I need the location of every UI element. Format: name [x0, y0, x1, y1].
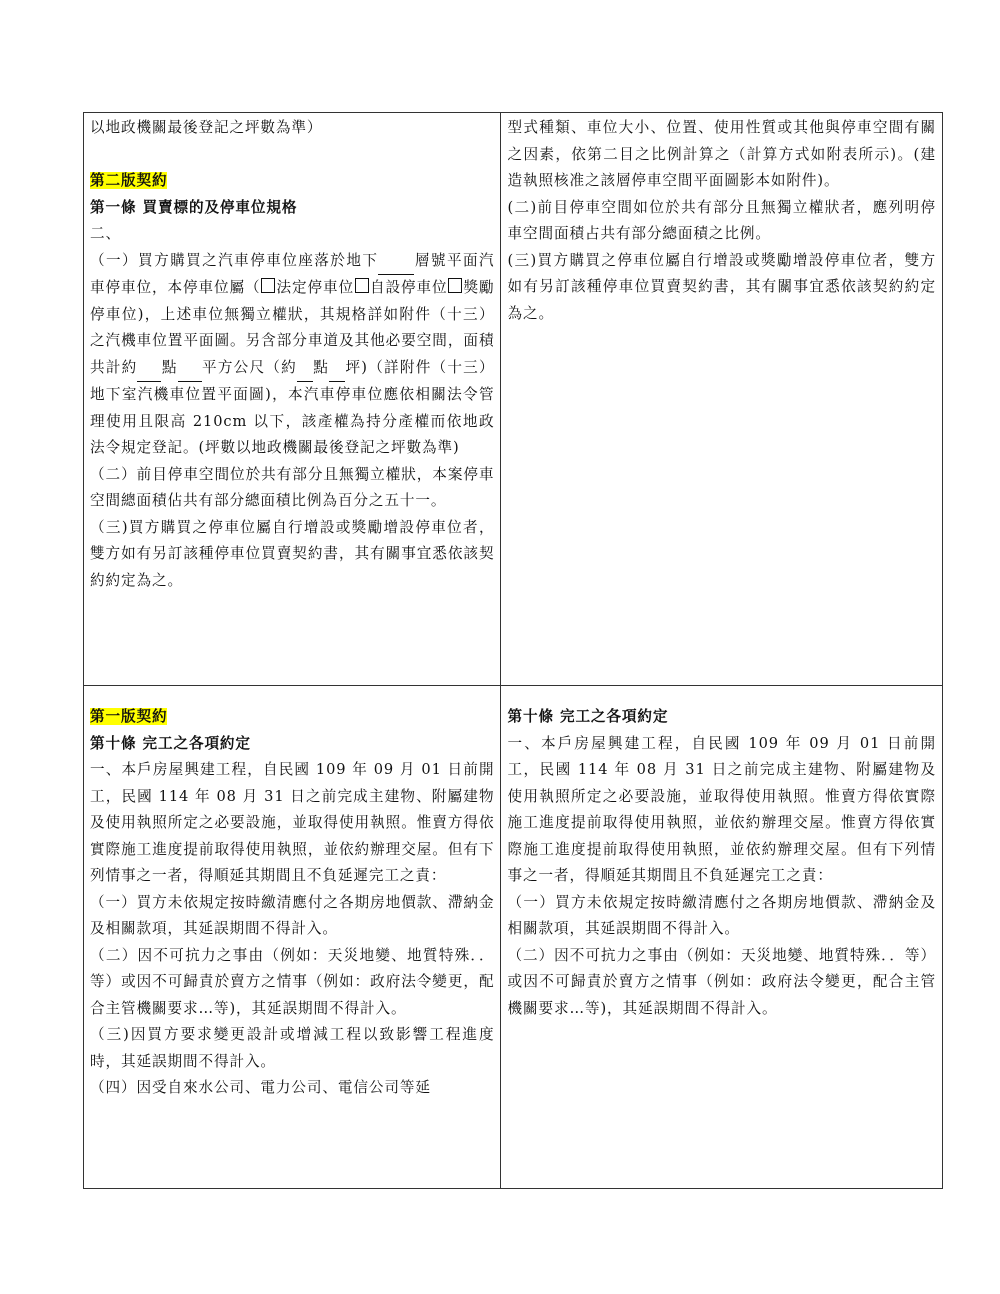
clause-text: 點	[312, 358, 330, 376]
clause-item-3: (三)買方購買之停車位屬自行增設或獎勵增設停車位者，雙方如有另訂該種停車位買賣契約書，其有關事宜悉依該契約約定為之。	[507, 251, 936, 322]
clause-item-2: （二）因不可抗力之事由（例如：天災地變、地質特殊．．等）或因不可歸責於賣方之情事（例如：政府法令變更，配合主管機關要求…等)，其延誤期間不得計入。	[90, 946, 495, 1017]
clause-item-1: （一）買方未依規定按時繳清應付之各期房地價款、滯納金及相關款項，其延誤期間不得計入。	[90, 893, 495, 937]
option-label: 法定停車位	[276, 279, 354, 296]
blank-underline	[178, 355, 202, 383]
article-title: 第十條 完工之各項約定	[90, 734, 251, 752]
blank-line	[90, 142, 494, 169]
blank-underline	[297, 355, 313, 383]
cell-left-version2	[84, 113, 501, 686]
checkbox-icon	[355, 278, 369, 293]
clause-text: 平方公尺（約	[201, 358, 297, 376]
version-label: 第二版契約	[90, 172, 168, 189]
clause-text: 點	[161, 358, 178, 376]
clause-paragraph: 一、本戶房屋興建工程，自民國 109 年 09 月 01 日前開工，民國 114 年 08 月 31 日之前完成主建物、附屬建物及使用執照所定之必要設施，並取得使用執照。惟賣方得依實際施工進度提前取得使用執照，並依約辦理交屋。但有下列情事之一者，得順延其期間且不負延遲完工之責：	[90, 761, 495, 884]
clause-item-2: （二）因不可抗力之事由（例如：天災地變、地質特殊．．等）或因不可歸責於賣方之情事（例如：政府法令變更，配合主管機關要求…等)，其延誤期間不得計入。	[507, 946, 936, 1017]
clause-text: 坪)（詳附件（十三）地下室汽機車位置平面圖)，本汽車停車位應依相關法令管理使用且限高 210cm 以下，該產權為持分產權而依地政法令規定登記。(坪數以地政機關最後登記之坪數為準)	[90, 358, 495, 456]
section-number: 二、	[90, 225, 121, 242]
clause-paragraph: 型式種類、車位大小、位置、使用性質或其他與停車空間有關之因素，依第二目之比例計算之（計算方式如附表所示)。(建造執照核准之該層停車空間平面圖影本如附件)。	[507, 119, 936, 189]
blank-underline	[329, 355, 345, 383]
option-label: 獎勵停車位)，上述車位無獨立權狀，其規格詳如附件（十三）之汽機車位置平面圖。另含部分車道及其他必要空間，面積共計約	[90, 279, 495, 376]
checkbox-icon	[261, 278, 275, 293]
cell-right-regulation	[501, 113, 943, 686]
comparison-table	[83, 112, 943, 1189]
clause-item-4: （四）因受自來水公司、電力公司、電信公司等延	[90, 1079, 431, 1096]
blank-underline	[378, 248, 414, 276]
article-title: 第一條 買賣標的及停車位規格	[90, 198, 298, 216]
clause-item-3: （三)買方購買之停車位屬自行增設或獎勵增設停車位者，雙方如有另訂該種停車位買賣契約書，其有關事宜悉依該契約約定為之。	[90, 518, 495, 589]
clause-item-3: （三)因買方要求變更設計或增減工程以致影響工程進度時，其延誤期間不得計入。	[90, 1026, 495, 1070]
clause-paragraph: 一、本戶房屋興建工程，自民國 109 年 09 月 01 日前開工，民國 114 年 08 月 31 日之前完成主建物、附屬建物及使用執照所定之必要設施，並取得使用執照。惟賣方得依實際施工進度提前取得使用執照，並依約辦理交屋。惟賣方得依實際施工進度提前取得使用執照，並依約辦理交屋。但有下列情事之一者，得順延其期間且不負延遲完工之責：	[507, 734, 936, 884]
article-title: 第十條 完工之各項約定	[507, 708, 669, 725]
blank-underline	[137, 355, 161, 383]
cell-right-regulation	[501, 686, 943, 1189]
clause-item-2: (二)前目停車空間如位於共有部分且無獨立權狀者，應列明停車空間面積占共有部分總面積之比例。	[507, 198, 936, 242]
clause-item-1: （一）買方未依規定按時繳清應付之各期房地價款、滯納金及相關款項，其延誤期間不得計入。	[507, 893, 936, 937]
option-label: 自設停車位	[369, 279, 448, 296]
cell-left-version1	[84, 686, 501, 1189]
clause-item-2: （二）前目停車空間位於共有部分且無獨立權狀，本案停車空間總面積佔共有部分總面積比例為百分之五十一。	[90, 465, 495, 509]
clause-item-1	[90, 248, 494, 462]
continuation-line: 以地政機關最後登記之坪數為準）	[90, 119, 323, 136]
clause-text: （一）買方購買之汽車停車位座落於地下	[90, 251, 379, 269]
clause-text: 層號平面汽車停車位，本停車位屬（	[90, 251, 495, 296]
version-label: 第一版契約	[90, 708, 168, 725]
table-row	[84, 686, 943, 1189]
checkbox-icon	[448, 278, 462, 293]
table-row	[84, 113, 943, 686]
